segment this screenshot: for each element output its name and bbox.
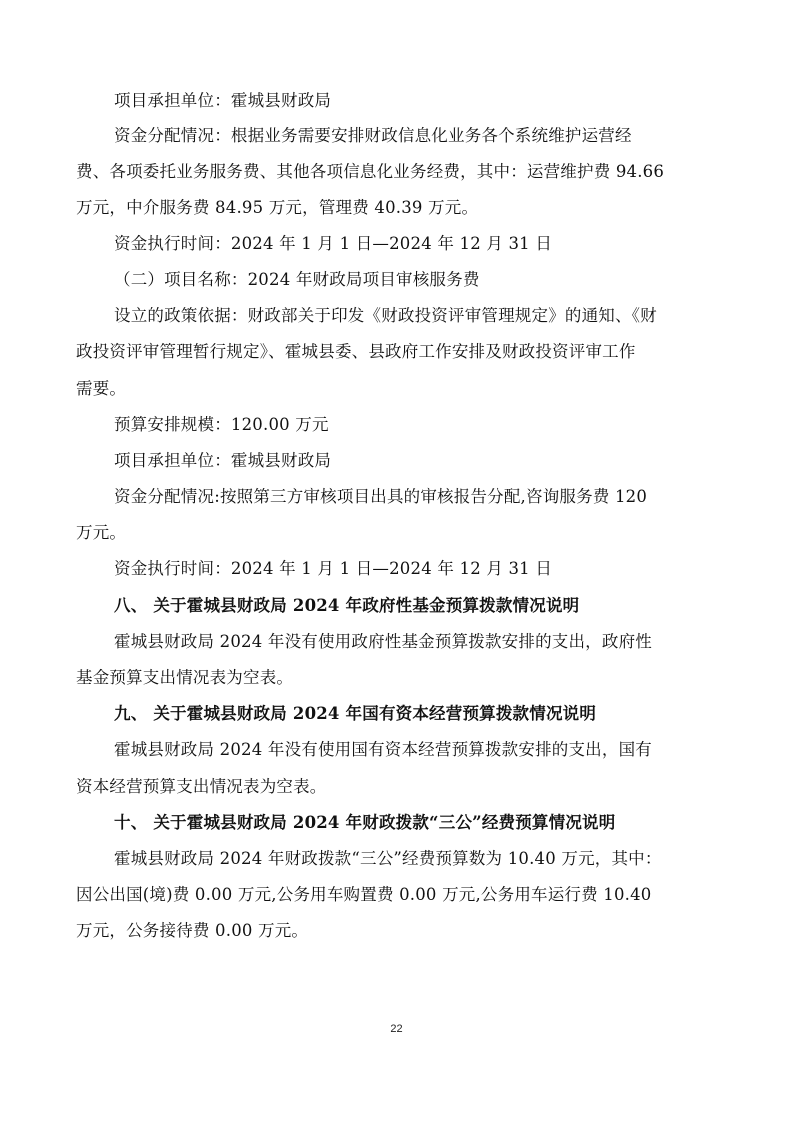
text-line: 费、各项委托业务服务费、其他各项信息化业务经费，其中：运营维护费 94.66 [76, 162, 665, 181]
text-line: （二）项目名称：2024 年财政局项目审核服务费 [114, 270, 480, 289]
text-line: 霍城县财政局 2024 年财政拨款“三公”经费预算数为 10.40 万元，其中： [114, 849, 662, 868]
text-line: 项目承担单位：霍城县财政局 [114, 451, 332, 470]
text-line: 资本经营预算支出情况表为空表。 [76, 777, 327, 796]
text-line: 设立的政策依据：财政部关于印发《财政投资评审管理规定》的通知、《财 [114, 306, 657, 325]
text-line: 基金预算支出情况表为空表。 [76, 668, 294, 687]
text-line: 资金分配情况：根据业务需要安排财政信息化业务各个系统维护运营经 [114, 126, 632, 145]
text-line: 项目承担单位：霍城县财政局 [114, 91, 332, 110]
text-line: 预算安排规模：120.00 万元 [114, 415, 329, 434]
text-line: 霍城县财政局 2024 年没有使用政府性基金预算拨款安排的支出，政府性 [114, 632, 652, 651]
text-line: 万元，公务接待费 0.00 万元。 [76, 921, 309, 940]
text-line: 资金执行时间：2024 年 1 月 1 日—2024 年 12 月 31 日 [114, 559, 553, 578]
text-line: 霍城县财政局 2024 年没有使用国有资本经营预算拨款安排的支出，国有 [114, 740, 652, 759]
page-number: 22 [390, 1023, 403, 1035]
text-line: 万元。 [76, 523, 127, 542]
text-line: 资金执行时间：2024 年 1 月 1 日—2024 年 12 月 31 日 [114, 234, 553, 253]
text-line: 需要。 [76, 379, 127, 398]
section-heading: 十、 关于霍城县财政局 2024 年财政拨款“三公”经费预算情况说明 [114, 813, 616, 832]
text-line: 资金分配情况:按照第三方审核项目出具的审核报告分配,咨询服务费 120 [114, 487, 648, 506]
text-line: 万元，中介服务费 84.95 万元，管理费 40.39 万元。 [76, 198, 479, 217]
section-heading: 九、 关于霍城县财政局 2024 年国有资本经营预算拨款情况说明 [114, 704, 597, 723]
text-line: 因公出国(境)费 0.00 万元,公务用车购置费 0.00 万元,公务用车运行费 10.40 [76, 885, 652, 904]
section-heading: 八、 关于霍城县财政局 2024 年政府性基金预算拨款情况说明 [114, 596, 580, 615]
text-line: 政投资评审管理暂行规定》、霍城县委、县政府工作安排及财政投资评审工作 [76, 342, 636, 361]
